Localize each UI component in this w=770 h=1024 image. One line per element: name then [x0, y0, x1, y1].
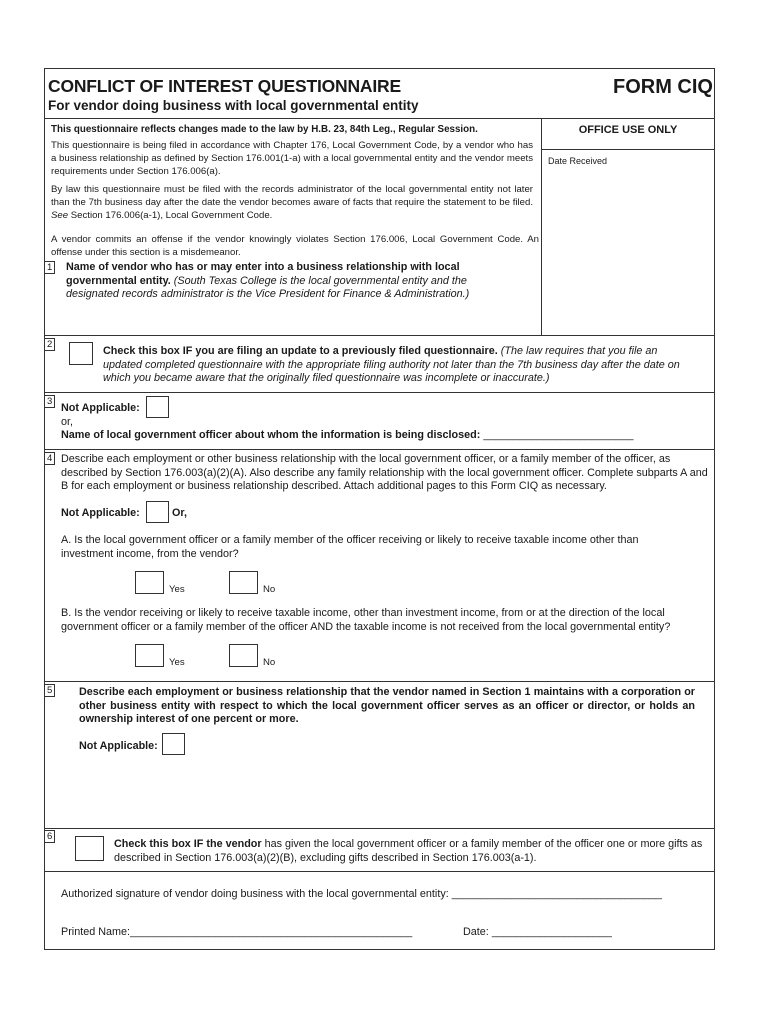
section-1-number: 1: [44, 261, 55, 274]
section-4-not-applicable-checkbox[interactable]: [146, 501, 169, 523]
section-divider-3: [44, 392, 715, 393]
form-title: CONFLICT OF INTEREST QUESTIONNAIRE: [48, 76, 401, 96]
intro-para-1: This questionnaire is being filed in accordance with Chapter 176, Local Government Code, by a vendor who has a business relationship as defined by Section 176.001(1-a) with a local governmental entity and the vendor meets requirements under Section 176.006(a).: [51, 140, 533, 177]
question-a-yes-label: Yes: [169, 584, 185, 595]
signature-divider: [44, 871, 715, 872]
authorized-signature-label: Authorized signature of vendor doing business with the local governmental entity: ___________________________________: [61, 888, 662, 900]
question-b-yes-label: Yes: [169, 657, 185, 668]
question-a-no-label: No: [263, 584, 276, 595]
section-divider-6: [44, 828, 715, 829]
question-a-no-checkbox[interactable]: [229, 571, 258, 594]
section-6-number: 6: [44, 830, 55, 843]
section-4-number: 4: [44, 452, 55, 465]
section-3-not-applicable-checkbox[interactable]: [146, 396, 169, 418]
printed-name-label: Printed Name:_______________________________________________: [61, 926, 413, 938]
question-b-no-label: No: [263, 657, 276, 668]
intro-para-2: By law this questionnaire must be filed with the records administrator of the local governmental entity not later than the 7th business day after the date the vendor becomes aware of facts that require the statement to be filed. See Section 176.006(a-1), Local Government Code.: [51, 184, 533, 221]
section-6-text: Check this box IF the vendor has given the local government officer or a family member of the officer one or more gifts as described in Section 176.003(a)(2)(B), excluding gifts described in Section 176.003(a-1).: [114, 838, 703, 864]
section-5-not-applicable: Not Applicable:: [79, 740, 158, 752]
printed-name-field[interactable]: _______________________________________________: [130, 926, 413, 938]
office-title-divider: [541, 149, 715, 150]
section-2-number: 2: [44, 338, 55, 351]
date-received-label: Date Received: [548, 156, 608, 166]
question-b-yes-checkbox[interactable]: [135, 644, 164, 667]
section-5-description: Describe each employment or business relationship that the vendor named in Section 1 maintains with a corporation or other business entity with respect to which the local government officer serves as an officer or director, or holds an ownership interest of one percent or more.: [79, 686, 695, 726]
section-4-or: Or,: [172, 507, 188, 519]
question-a-yes-checkbox[interactable]: [135, 571, 164, 594]
officer-name-field[interactable]: _________________________: [483, 429, 634, 441]
section-3-number: 3: [44, 395, 55, 408]
officer-name-label: Name of local government officer about whom the information is being disclosed: _________________________: [61, 429, 634, 441]
date-field[interactable]: ____________________: [491, 926, 612, 938]
section-3-or: or,: [61, 416, 74, 428]
section-5-number: 5: [44, 684, 55, 697]
section-5-not-applicable-checkbox[interactable]: [162, 733, 185, 755]
section-divider-5: [44, 681, 715, 682]
office-divider: [541, 118, 542, 335]
question-b: B. Is the vendor receiving or likely to receive taxable income, other than investment income, from or at the direction of the local government officer or a family member of the officer AND the taxable income is not received from the local governmental entity?: [61, 607, 671, 633]
date-label: Date: ____________________: [463, 926, 612, 938]
form-id: FORM CIQ: [613, 76, 713, 98]
form-subtitle: For vendor doing business with local governmental entity: [48, 98, 419, 113]
header-divider: [44, 118, 715, 119]
section-3-not-applicable: Not Applicable:: [61, 402, 140, 414]
intro-para-3: A vendor commits an offense if the vendor knowingly violates Section 176.006, Local Government Code. An offense under this section is a misdemeanor.: [51, 234, 539, 258]
section-4-not-applicable: Not Applicable:: [61, 507, 140, 519]
changes-note: This questionnaire reflects changes made to the law by H.B. 23, 84th Leg., Regular Session.: [51, 124, 478, 135]
authorized-signature-field[interactable]: ___________________________________: [451, 888, 662, 900]
section-4-description: Describe each employment or other business relationship with the local government officer, or a family member of the officer, as described by Section 176.003(a)(2)(A). Also describe any family relationship with the local government officer. Complete subparts A and B for each employment or business relationship described. Attach additional pages to this Form CIQ as necessary.: [61, 453, 708, 493]
gifts-checkbox[interactable]: [75, 836, 104, 861]
update-checkbox[interactable]: [69, 342, 93, 365]
section-divider-4: [44, 449, 715, 450]
question-a: A. Is the local government officer or a family member of the officer receiving or likely to receive taxable income other than investment income, from the vendor?: [61, 534, 639, 560]
question-b-no-checkbox[interactable]: [229, 644, 258, 667]
section-divider-2: [44, 335, 715, 336]
section-1-text: Name of vendor who has or may enter into a business relationship with local governmental entity. (South Texas College is the local governmental entity and the designated records administrator is the Vice President for Finance & Administration.): [66, 261, 470, 301]
section-2-text: Check this box IF you are filing an update to a previously filed questionnaire. (The law requires that you file an updated completed questionnaire with the appropriate filing authority not later than the 7th business day after the date on which you became aware that the originally filed questionnaire was incomplete or inaccurate.): [103, 345, 680, 385]
office-use-title: OFFICE USE ONLY: [578, 124, 678, 136]
